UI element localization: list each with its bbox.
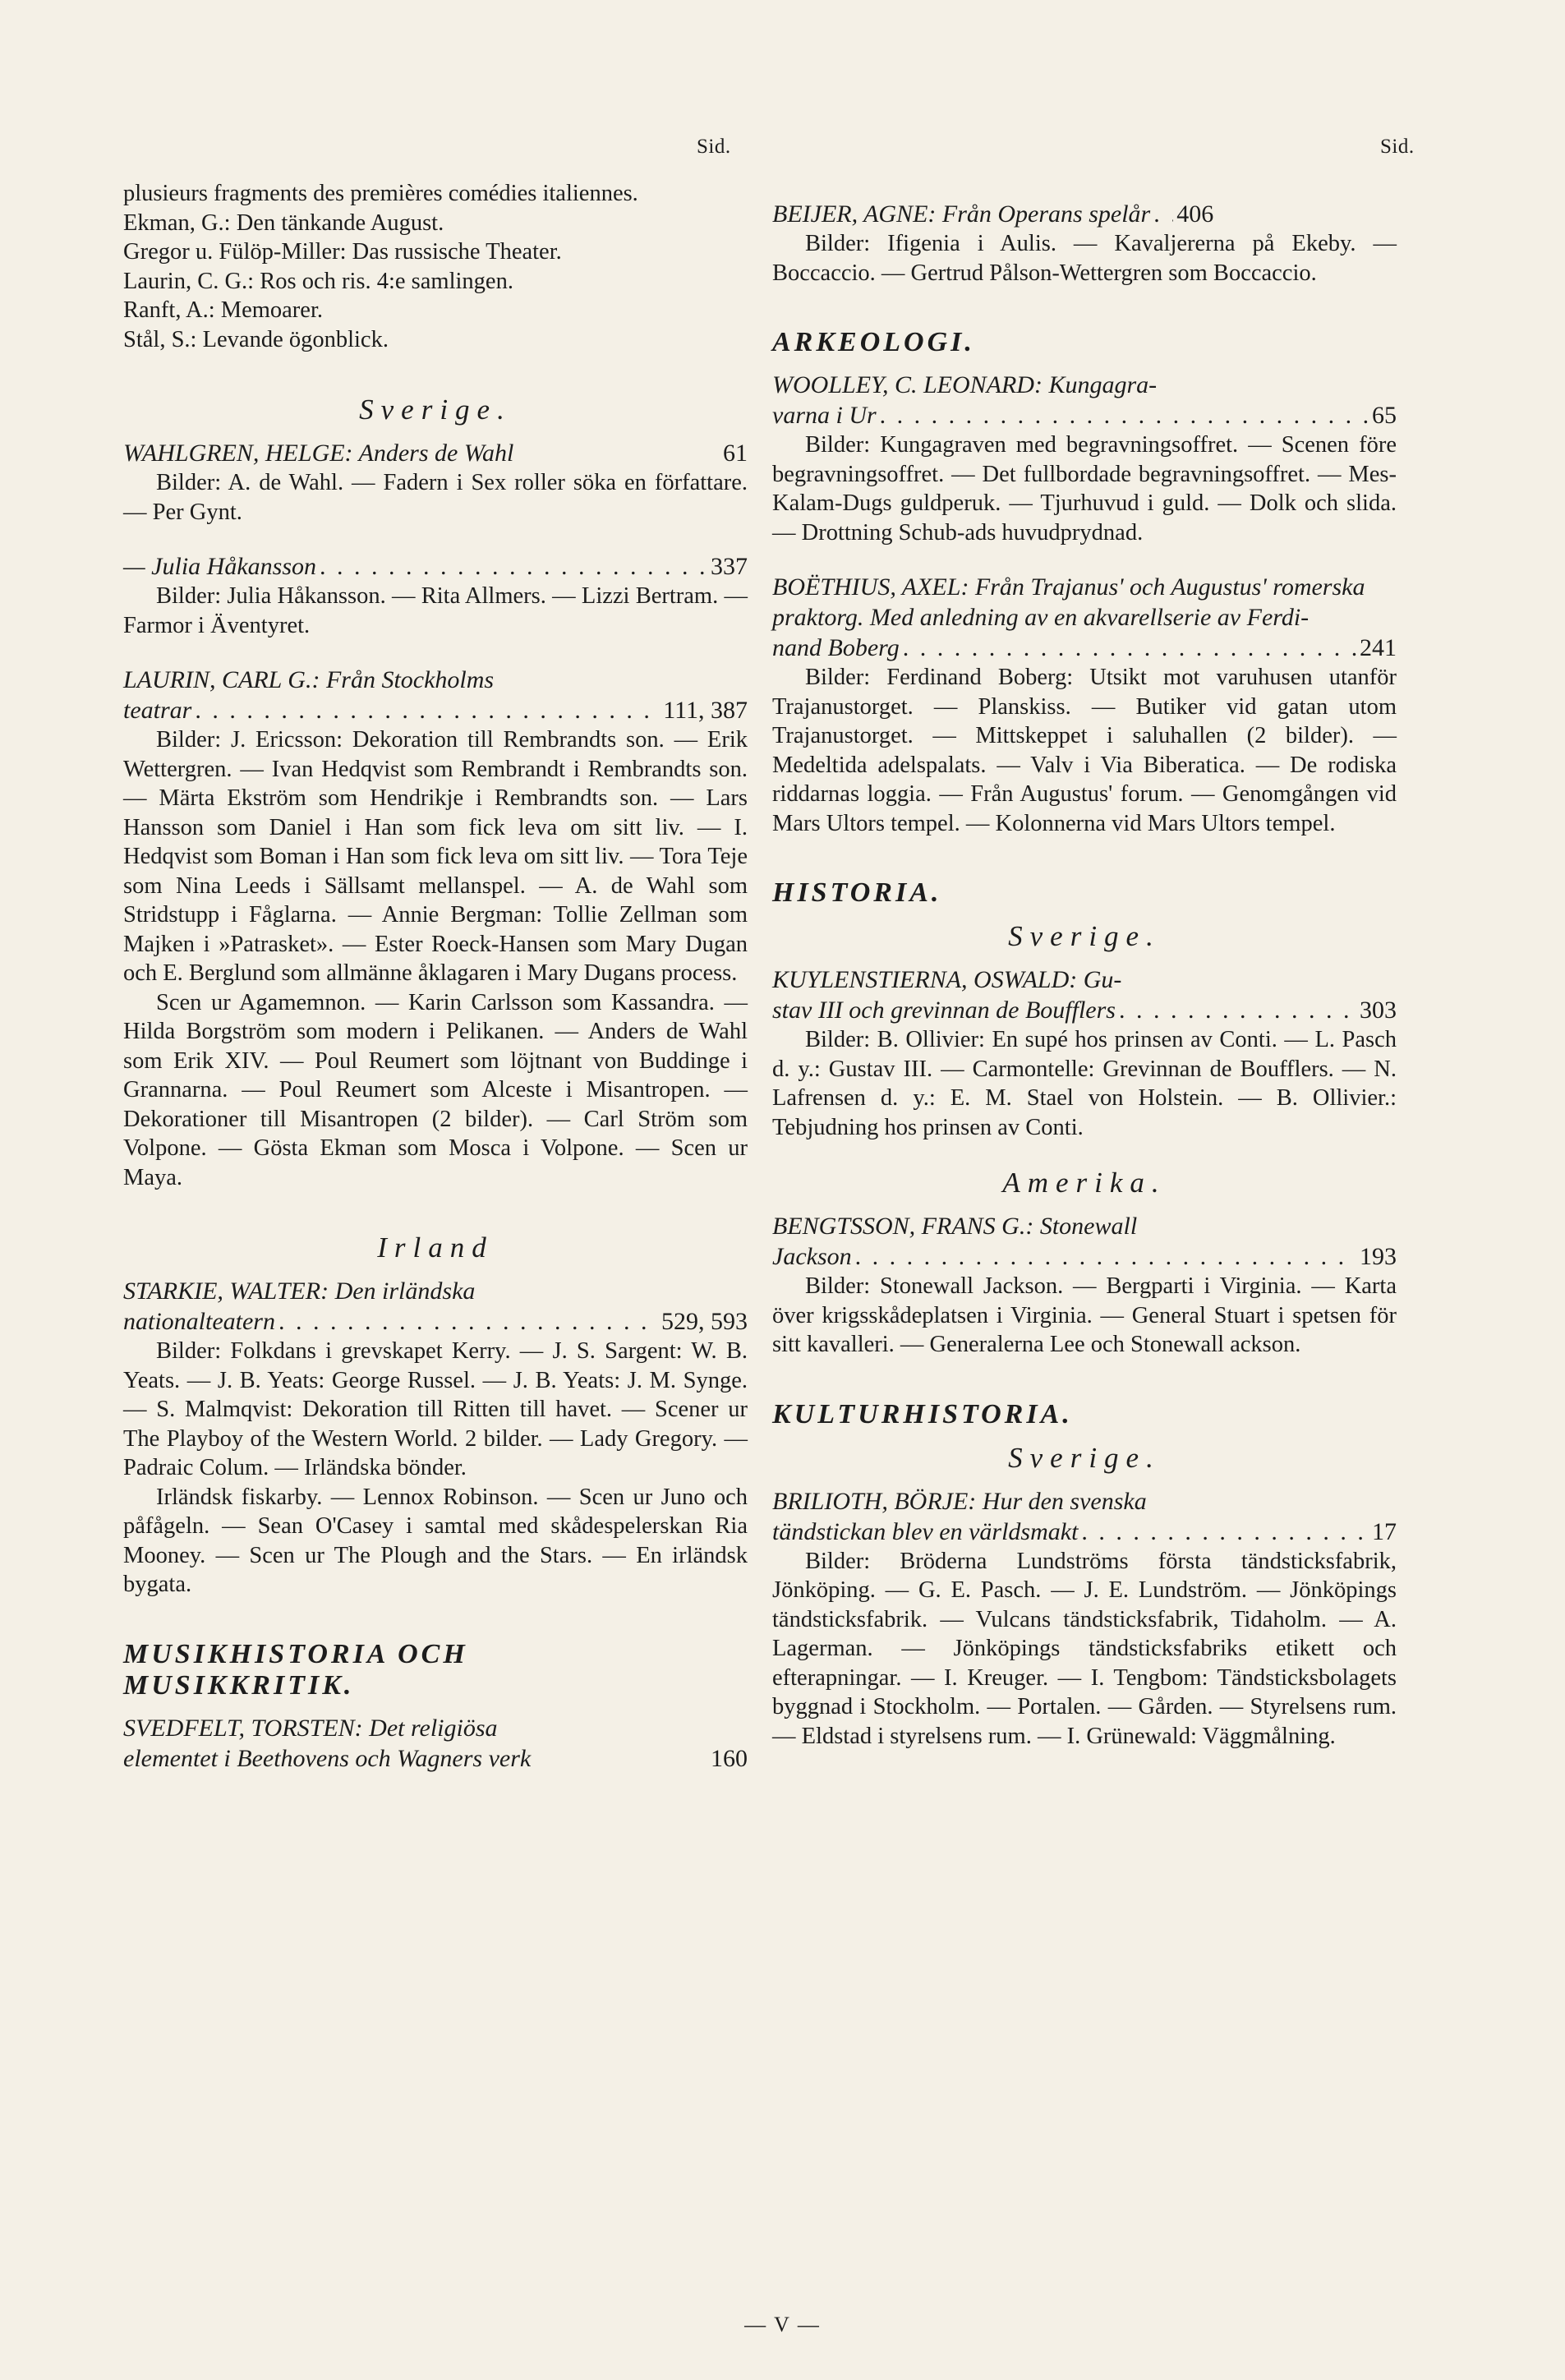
entry-title-line <box>123 438 748 468</box>
entry-title: — Julia Håkansson <box>123 553 316 580</box>
entry-title: elementet i Beethovens och Wagners verk <box>123 1744 532 1772</box>
entry-title: tändstickan blev en världsmakt <box>772 1517 1079 1545</box>
entry-title: Jackson <box>772 1243 852 1270</box>
category-heading: KULTURHISTORIA. <box>772 1398 1073 1429</box>
entry-title: BRILIOTH, BÖRJE: Hur den svenska <box>772 1487 1147 1515</box>
entry-text: Ekman, G.: Den tänkande August. <box>123 209 444 236</box>
subsection-heading: Sverige. <box>1008 1441 1161 1474</box>
page-number-footer: — V — <box>744 2313 821 2336</box>
entry-title-line <box>772 633 1397 663</box>
entry-page: 160 <box>711 1744 748 1772</box>
entry-images: Irländsk fiskarby. — Lennox Robinson. — Scen ur Juno och påfågeln. — Sean O'Casey i samtal med skådespelerskan Ria Mooney. — Scen ur The Plough and the Stars. — En irländsk bygata. <box>123 1484 748 1597</box>
entry-images: Bilder: Julia Håkansson. — Rita Allmers. — Lizzi Bertram. — Farmor i Äventyret. <box>123 583 748 638</box>
entry-text: plusieurs fragments des premières comédies italiennes. <box>123 181 638 206</box>
entry-title: BEIJER, AGNE: Från Operans spelår <box>772 200 1151 228</box>
entry-title: SVEDFELT, TORSTEN: Det religiösa <box>123 1714 498 1742</box>
entry-text: Gregor u. Fülöp-Miller: Das russische Theater. <box>123 239 562 265</box>
entry-page: 303 <box>1360 997 1397 1024</box>
entry-title: STARKIE, WALTER: Den irländska <box>123 1277 476 1305</box>
entry-text: Ranft, A.: Memoarer. <box>123 297 323 323</box>
entry-title: BENGTSSON, FRANS G.: Stonewall <box>772 1213 1138 1240</box>
entry-page: 241 <box>1360 634 1397 661</box>
entry-images: Bilder: Ifigenia i Aulis. — Kavaljererna på Ekeby. — Boccaccio. — Gertrud Pålson-Wettergren som Boccaccio. <box>772 231 1397 286</box>
entry-title: BOËTHIUS, AXEL: Från Trajanus' och Augustus' romerska praktorg. Med anledning av en akvarellserie av Ferdi- <box>772 573 1365 631</box>
subsection-heading: Sverige. <box>359 394 512 426</box>
entry-page: 61 <box>723 440 748 467</box>
sid-label-right: Sid. <box>1380 136 1415 158</box>
entry-title: LAURIN, CARL G.: Från Stockholms <box>123 666 495 693</box>
entry-title-line <box>123 695 748 725</box>
entry-text: Laurin, C. G.: Ros och ris. 4:e samlingen. <box>123 268 513 294</box>
entry-text: Stål, S.: Levande ögonblick. <box>123 326 389 352</box>
entry-title-line <box>772 1241 1397 1272</box>
entry-images: Bilder: Stonewall Jackson. — Bergparti i Virginia. — Karta över krigsskådeplatsen i Virginia. — General Stuart i spetsen för sitt kavalleri. — Generalerna Lee och Stonewall ackson. <box>772 1273 1397 1357</box>
entry-page: 337 <box>711 553 748 580</box>
category-heading: HISTORIA. <box>772 877 942 908</box>
entry-images: Bilder: A. de Wahl. — Fadern i Sex roller söka en författare. — Per Gynt. <box>123 470 748 525</box>
entry-images: Bilder: Ferdinand Boberg: Utsikt mot varuhusen utanför Trajanustorget. — Planskiss. — Butiker vid gatan utom Trajanustorget. — Mittskeppet i saluhallen (2 bilder). — Medeltida adelspalats. — Valv i Via Biberatica. — De rodiska riddarnas loggia. — Från Augustus' forum. — Genomgången vid Mars Ultors tempel. — Kolonnerna vid Mars Ultors tempel. <box>772 665 1397 836</box>
entry-title: WOOLLEY, C. LEONARD: Kungagra- <box>772 371 1158 398</box>
subsection-heading: Irland <box>377 1231 494 1264</box>
entry-page: 193 <box>1360 1243 1397 1270</box>
entry-images: Bilder: Kungagraven med begravningsoffret. — Scenen före begravningsoffret. — Det fullbordade begravningsoffret. — Mes-Kalam-Dugs guldperuk. — Tjurhuvud i guld. — Dolk och slida. — Drottning Schub-ads huvudprydnad. <box>772 432 1397 546</box>
entry-title: teatrar <box>123 697 192 724</box>
entry-page: 529, 593 <box>661 1308 748 1335</box>
entry-images: Bilder: J. Ericsson: Dekoration till Rembrandts son. — Erik Wettergren. — Ivan Hedqvist som Rembrandt i Rembrandts son. — Märta Ekström som Hendrikje i Rembrandts son. — Lars Hansson som Daniel i Han som fick leva om sitt liv. — I. Hedqvist som Boman i Han som fick leva om sitt liv. — Tora Teje som Nina Leeds i Sällsamt mellanspel. — A. de Wahl som Stridstupp i Fåglarna. — Annie Bergman: Tollie Zellman som Majken i »Patrasket». — Ester Roeck-Hansen som Mary Dugan och E. Berglund som allmänne åklagaren i Mary Dugans process. <box>123 727 748 986</box>
category-heading: ARKEOLOGI. <box>772 327 975 357</box>
entry-page: 406 <box>1176 200 1214 228</box>
entry-title: stav III och grevinnan de Boufflers <box>772 997 1116 1024</box>
entry-images: Scen ur Agamemnon. — Karin Carlsson som Kassandra. — Hilda Borgström som modern i Pelikanen. — Anders de Wahl som Erik XIV. — Poul Reumert som löjtnant von Buddinge i Grannarna. — Poul Reumert som Alceste i Misantropen. — Dekorationer till Misantropen (2 bilder). — Carl Ström som Volpone. — Gösta Ekman som Mosca i Volpone. — Scen ur Maya. <box>123 989 748 1190</box>
right-column <box>772 131 1397 1751</box>
category-heading: MUSIKKRITIK. <box>123 1669 355 1701</box>
entry-page: 111, 387 <box>663 697 748 724</box>
entry-title-line <box>772 400 1397 430</box>
left-column <box>123 131 748 1774</box>
entry-title-line <box>772 199 1397 229</box>
entry-title: nationalteatern <box>123 1308 275 1335</box>
entry-images: Bilder: Folkdans i grevskapet Kerry. — J. S. Sargent: W. B. Yeats. — J. B. Yeats: George Russel. — J. B. Yeats: J. M. Synge. — S. Malmqvist: Dekoration till Ritten till havet. — Scener ur The Playboy of the Western World. 2 bilder. — Lady Gregory. — Padraic Colum. — Irländska bönder. <box>123 1338 748 1480</box>
entry-page: 17 <box>1372 1517 1397 1545</box>
entry-page: 65 <box>1372 402 1397 429</box>
entry-images: Bilder: B. Ollivier: En supé hos prinsen av Conti. — L. Pasch d. y.: Gustav III. — Carmontelle: Grevinnan de Boufflers. — N. Lafrensen d. y.: E. M. Stael von Holstein. — B. Ollivier.: Tebjudning hos prinsen av Conti. <box>772 1027 1397 1140</box>
entry-title-line <box>772 995 1397 1025</box>
entry-title: varna i Ur <box>772 402 877 429</box>
entry-title: WAHLGREN, HELGE: Anders de Wahl <box>123 440 514 467</box>
entry-title-line <box>123 1743 748 1774</box>
entry-title: KUYLENSTIERNA, OSWALD: Gu- <box>772 966 1122 993</box>
sid-label-left: Sid. <box>697 136 731 158</box>
subsection-heading: Amerika. <box>1002 1167 1167 1199</box>
subsection-heading: Sverige. <box>1008 920 1161 952</box>
entry-title-line <box>772 1517 1397 1547</box>
category-heading: MUSIKHISTORIA OCH <box>123 1638 468 1669</box>
entry-title-line <box>123 1306 748 1337</box>
entry-title-line <box>123 551 748 582</box>
entry-title: nand Boberg <box>772 634 900 661</box>
entry-images: Bilder: Bröderna Lundströms första tändsticksfabrik, Jönköping. — G. E. Pasch. — J. E. Lundström. — Jönköpings tändsticksfabrik. — Vulcans tändsticksfabrik, Tidaholm. — A. Lagerman. — Jönköpings tändsticksfabriks etikett och efterapningar. — I. Kreuger. — I. Tengbom: Tändsticksbolagets byggnad i Stockholm. — Portalen. — Gården. — Styrelsens rum. — Eldstad i styrelsens rum. — I. Grünewald: Väggmålning. <box>772 1548 1397 1749</box>
